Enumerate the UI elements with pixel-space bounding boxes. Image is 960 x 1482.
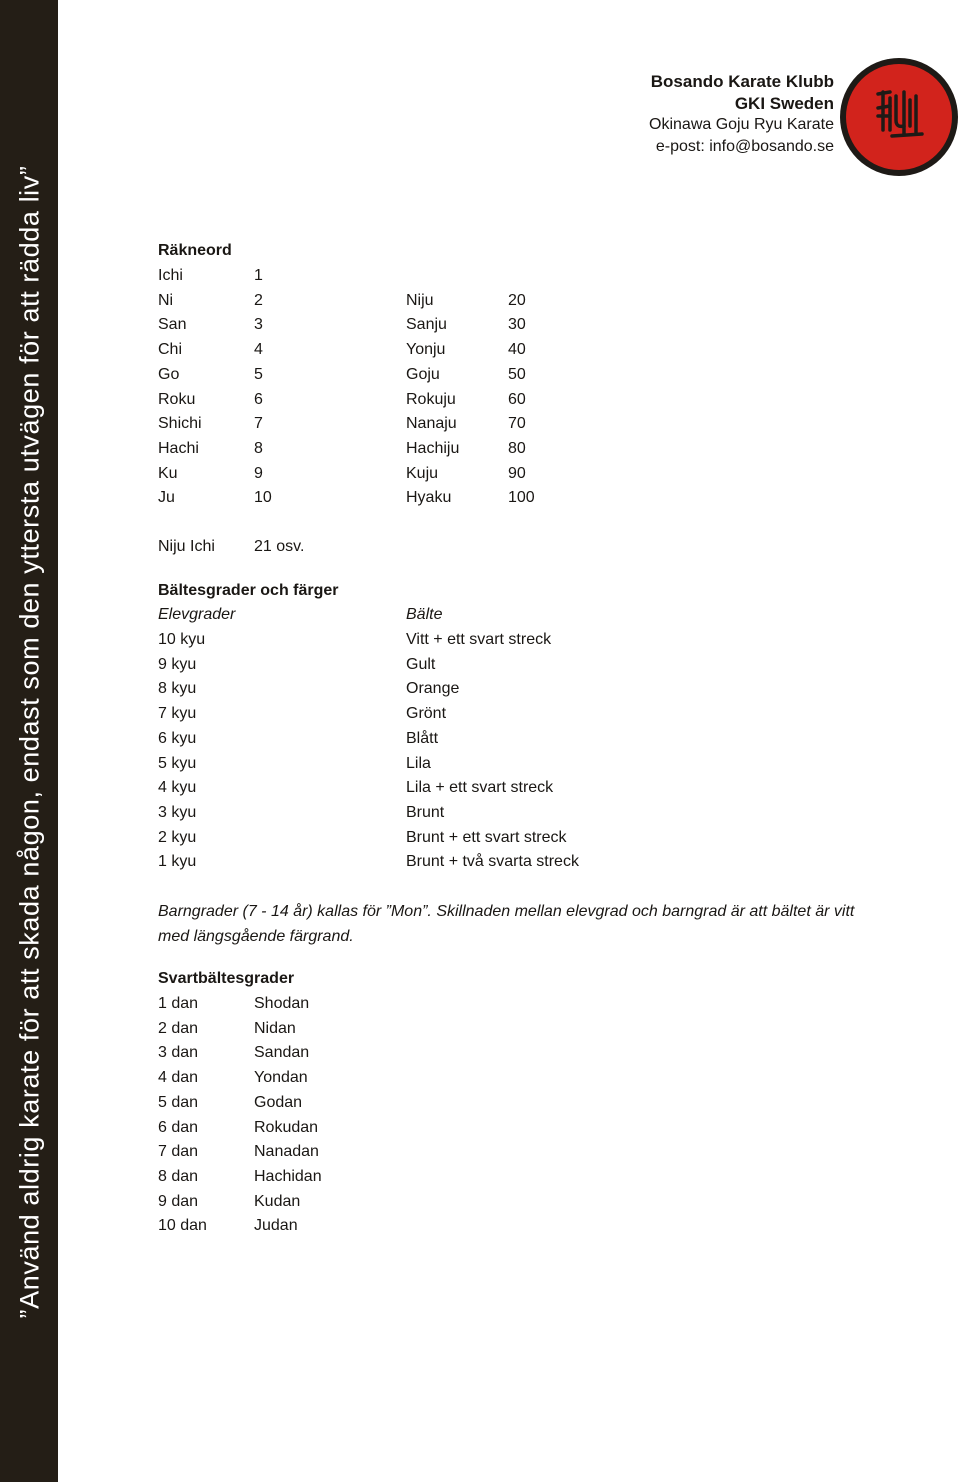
section-title-dan: Svartbältesgrader	[158, 970, 295, 987]
count-word: Hachi	[158, 439, 199, 457]
section-title-counting: Räkneord	[158, 242, 232, 259]
dan-grade: 8 dan	[158, 1167, 199, 1185]
section-title-belts: Bältesgrader och färger	[158, 582, 339, 599]
count-word: Hachiju	[406, 439, 460, 457]
count-number: 1	[254, 267, 263, 284]
count-number: 9	[254, 464, 263, 482]
count-word: Rokuju	[406, 390, 456, 408]
count-number: 20	[508, 291, 526, 309]
belt-color: Brunt	[406, 803, 445, 821]
count-number: 80	[508, 439, 526, 457]
belt-grade: 2 kyu	[158, 828, 197, 846]
count-word: San	[158, 316, 187, 334]
dan-grade: 5 dan	[158, 1093, 199, 1111]
count-number: 60	[508, 390, 526, 408]
dan-name: Hachidan	[254, 1167, 322, 1185]
count-word: Go	[158, 365, 180, 383]
dan-name: Kudan	[254, 1192, 301, 1210]
email[interactable]: e-post: info@bosando.se	[655, 137, 834, 155]
belt-color: Gult	[406, 655, 436, 673]
belt-grade: 3 kyu	[158, 803, 197, 821]
count-number: 70	[508, 415, 526, 433]
count-word: Chi	[158, 341, 183, 359]
belt-grade: 6 kyu	[158, 729, 197, 747]
dan-grade: 9 dan	[158, 1192, 199, 1210]
count-number: 100	[508, 489, 535, 507]
column-header-belt: Bälte	[406, 606, 443, 623]
header	[649, 71, 834, 157]
belt-color: Blått	[406, 729, 439, 747]
count-word: Roku	[158, 390, 196, 408]
count-word: Kuju	[406, 464, 439, 482]
count-number: 2	[254, 291, 263, 309]
count-word: Nanaju	[406, 415, 457, 433]
count-number: 40	[508, 341, 526, 359]
belt-grade: 4 kyu	[158, 779, 197, 797]
count-word: Yonju	[406, 341, 446, 359]
count-number: 10	[254, 489, 272, 507]
belt-color: Lila + ett svart streck	[406, 779, 554, 797]
dan-name: Sandan	[254, 1044, 310, 1062]
count-word: Shichi	[158, 415, 202, 433]
dan-grade: 6 dan	[158, 1118, 199, 1136]
belt-grade: 1 kyu	[158, 853, 197, 871]
club-name: Bosando Karate Klubb	[650, 72, 834, 91]
count-number: 6	[254, 390, 263, 408]
children-grades-note: Barngrader (7 - 14 år) kallas för ”Mon”. Skillnaden mellan elevgrad och barngrad är att bältet är vitt med längsgående färgrand.	[158, 903, 855, 945]
count-word: Ju	[158, 489, 175, 507]
count-number: 7	[254, 415, 263, 433]
sidebar-motto: ”Använd aldrig karate för att skada någon, endast som den yttersta utvägen för att rädda liv”	[14, 165, 45, 1319]
belt-color: Brunt + ett svart streck	[406, 828, 567, 846]
dan-grade: 1 dan	[158, 995, 199, 1012]
count-number: 8	[254, 439, 263, 457]
count-word: Sanju	[406, 316, 447, 334]
count-number: 90	[508, 464, 526, 482]
count-number: 50	[508, 365, 526, 383]
belt-color: Vitt + ett svart streck	[406, 631, 552, 648]
dan-name: Yondan	[254, 1069, 308, 1087]
belt-grade: 10 kyu	[158, 631, 206, 648]
belt-color: Brunt + två svarta streck	[406, 853, 579, 871]
count-number: 5	[254, 365, 263, 383]
count-number: 4	[254, 341, 263, 359]
count-word: Goju	[406, 365, 440, 383]
count-number: 30	[508, 316, 526, 334]
dan-name: Nanadan	[254, 1143, 319, 1161]
dan-grade: 10 dan	[158, 1217, 207, 1235]
count-word: Ni	[158, 291, 174, 309]
dan-name: Nidan	[254, 1019, 296, 1037]
count-word: Ku	[158, 464, 178, 482]
dan-name: Judan	[254, 1217, 298, 1235]
org-name: GKI Sweden	[734, 93, 834, 113]
dan-name: Shodan	[254, 995, 310, 1012]
belt-grade: 7 kyu	[158, 705, 197, 723]
belt-color: Grönt	[406, 705, 447, 723]
count-number: 21 osv.	[254, 538, 305, 555]
dan-name: Godan	[254, 1093, 303, 1111]
dan-grade: 7 dan	[158, 1143, 199, 1161]
karate-style: Okinawa Goju Ryu Karate	[649, 116, 834, 133]
belt-grade: 5 kyu	[158, 754, 197, 772]
dan-grade: 3 dan	[158, 1044, 199, 1062]
count-word: Niju Ichi	[158, 538, 215, 555]
sidebar	[0, 0, 58, 1482]
count-word: Hyaku	[406, 489, 452, 507]
count-number: 3	[254, 316, 263, 334]
count-word: Niju	[406, 291, 434, 309]
belt-grade: 8 kyu	[158, 680, 197, 698]
count-word: Ichi	[158, 267, 183, 284]
belt-grade: 9 kyu	[158, 655, 197, 673]
dan-name: Rokudan	[254, 1118, 319, 1136]
column-header-grade: Elevgrader	[158, 606, 236, 623]
belt-color: Lila	[406, 754, 431, 772]
calligraphy-seal-icon	[838, 56, 960, 178]
dan-grade: 4 dan	[158, 1069, 199, 1087]
dan-grade: 2 dan	[158, 1019, 199, 1037]
belt-color: Orange	[406, 680, 460, 698]
